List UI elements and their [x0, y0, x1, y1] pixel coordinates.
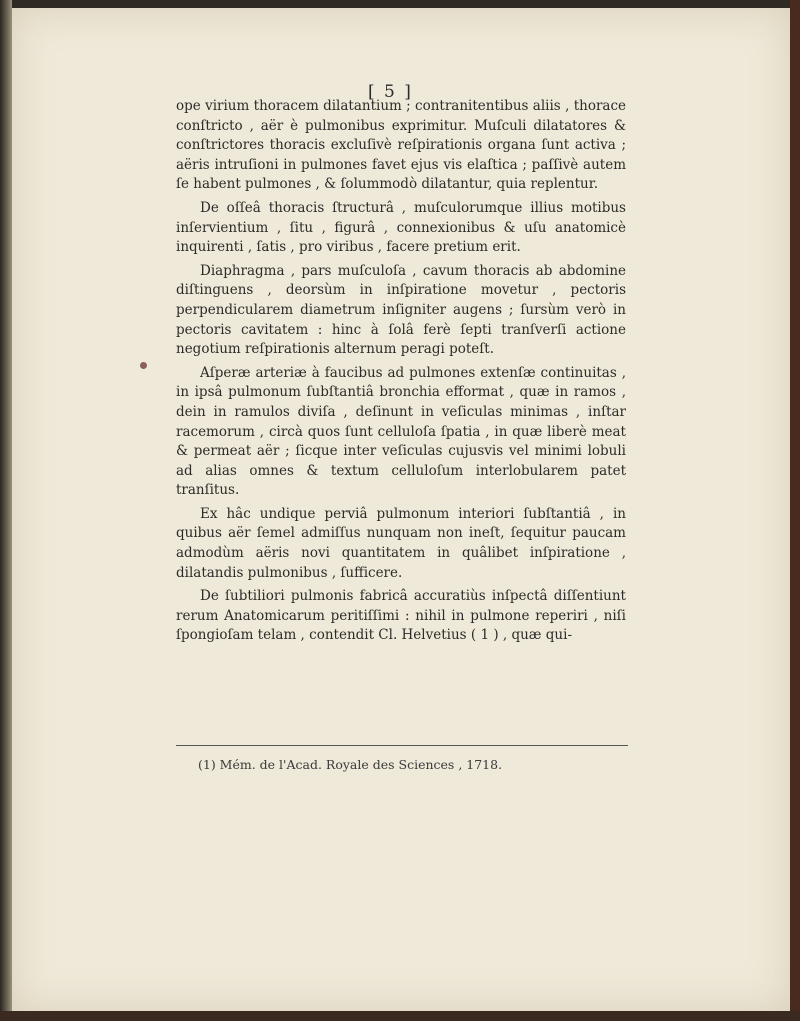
paragraph: De oſſeâ thoracis ſtructurâ , muſculorumque illius motibus inſervientium , ſitu , figurâ , connexionibus & uſu anatomicè inquirenti , ſatis , pro viribus , facere pretium erit.: [176, 199, 626, 256]
book-bottom-edge: [0, 1011, 800, 1021]
body-text: [176, 97, 626, 650]
book-right-edge: [790, 0, 800, 1021]
book-spine-edge: [0, 0, 12, 1021]
footnote: (1) Mém. de l'Acad. Royale des Sciences , 1718.: [198, 757, 503, 772]
book-top-edge: [0, 0, 800, 8]
paragraph: Aſperæ arteriæ à faucibus ad pulmones extenſæ continuitas , in ipsâ pulmonum ſubſtantiâ bronchia efformat , quæ in ramos , dein in ramulos diviſa , deſinunt in veſiculas minimas , inſtar racemorum , circà quos ſunt celluloſa ſpatia , in quæ liberè meat & permeat aër ; ſicque inter veſiculas cujusvis vel minimi lobuli ad alias omnes & textum celluloſum interlobularem patet tranſitus.: [176, 364, 626, 499]
paragraph: ope virium thoracem dilatantium ; contranitentibus aliis , thorace conſtricto , aër è pulmonibus exprimitur. Muſculi dilatatores & conſtrictores thoracis excluſivè reſpirationis organa ſunt activa ; aëris intruſioni in pulmones favet ejus vis elaſtica ; paſſivè autem ſe habent pulmones , & ſolummodò dilatantur, quia replentur.: [176, 98, 626, 193]
page-number: [ 5 ]: [368, 82, 413, 102]
paragraph: Diaphragma , pars muſculoſa , cavum thoracis ab abdomine diſtinguens , deorsùm in inſpiratione movetur , pectoris perpendicularem diametrum inſigniter augens ; ſursùm verò in pectoris cavitatem : hinc à ſolâ ferè ſepti tranſverſi actione negotium reſpirationis alternum peragi poteſt.: [176, 262, 626, 358]
paragraph: De ſubtiliori pulmonis fabricâ accuratiùs inſpectâ diſſentiunt rerum Anatomicarum peritiſſimi : nihil in pulmone reperiri , niſi ſpongioſam telam , contendit Cl. Helvetius ( 1 ) , quæ qui-: [176, 588, 626, 644]
footnote-rule: [176, 745, 628, 746]
ink-spot: [140, 362, 147, 369]
paragraph: Ex hâc undique perviâ pulmonum interiori ſubſtantiâ , in quibus aër ſemel admiſſus nunquam non ineſt, ſequitur paucam admodùm aëris novi quantitatem in quâlibet inſpiratione , dilatandis pulmonibus , ſufficere.: [176, 505, 626, 581]
